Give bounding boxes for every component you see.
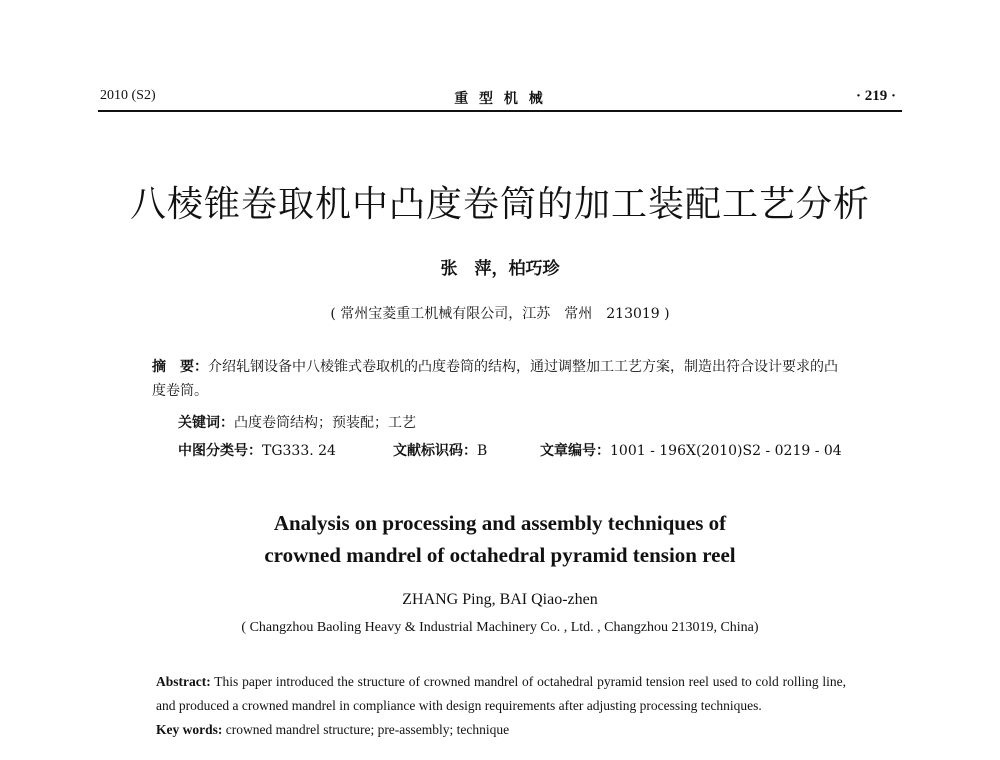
keywords-cn xyxy=(178,412,416,432)
authors-en: ZHANG Ping, BAI Qiao-zhen xyxy=(402,591,598,608)
keywords-en-label: Key words: xyxy=(156,722,223,737)
article-no-label: 文章编号： xyxy=(540,443,610,459)
clc-value: TG333. 24 xyxy=(262,443,336,459)
abstract-cn-label: 摘 要： xyxy=(152,359,208,375)
abstract-en-label: Abstract: xyxy=(156,674,211,689)
abstract-cn xyxy=(152,355,842,403)
journal-issue: 2010 (S2) xyxy=(100,88,156,103)
article-number xyxy=(540,440,842,460)
doc-code-label: 文献标识码： xyxy=(393,443,477,459)
affiliation-cn: ( 常州宝菱重工机械有限公司，江苏 常州 213019 ) xyxy=(330,306,670,322)
affiliation-en: ( Changzhou Baoling Heavy & Industrial Machinery Co. , Ltd. , Changzhou 213019, China) xyxy=(241,620,759,635)
paper-title-en-line1: Analysis on processing and assembly techniques of xyxy=(273,511,727,535)
keywords-en xyxy=(156,722,509,738)
paper-title-cn: 八棱锥卷取机中凸度卷筒的加工装配工艺分析 xyxy=(129,184,870,225)
doc-code-value: B xyxy=(477,443,488,459)
keywords-cn-label: 关键词： xyxy=(178,415,234,431)
abstract-en xyxy=(156,670,846,718)
document-code xyxy=(393,440,487,460)
header-rule xyxy=(98,110,902,112)
article-no-value: 1001 - 196X(2010)S2 - 0219 - 04 xyxy=(610,443,842,459)
page-number: · 219 · xyxy=(855,88,896,104)
paper-title-en-line2: crowned mandrel of octahedral pyramid tension reel xyxy=(264,543,736,567)
clc-label: 中图分类号： xyxy=(178,443,262,459)
clc-number xyxy=(178,440,336,460)
abstract-en-text: This paper introduced the structure of crowned mandrel of octahedral pyramid tension reel used to cold rolling line, and produced a crowned mandrel in compliance with design requirements after adjusting processing techniques. xyxy=(156,674,847,713)
authors-cn: 张 萍，柏巧珍 xyxy=(440,259,560,279)
journal-name: 重 型 机 械 xyxy=(454,91,546,107)
abstract-cn-text: 介绍轧钢设备中八棱锥式卷取机的凸度卷筒的结构，通过调整加工工艺方案，制造出符合设计要求的凸度卷筒。 xyxy=(152,359,838,399)
keywords-cn-text: 凸度卷筒结构；预装配；工艺 xyxy=(234,415,416,431)
keywords-en-text: crowned mandrel structure; pre-assembly; technique xyxy=(225,722,510,737)
